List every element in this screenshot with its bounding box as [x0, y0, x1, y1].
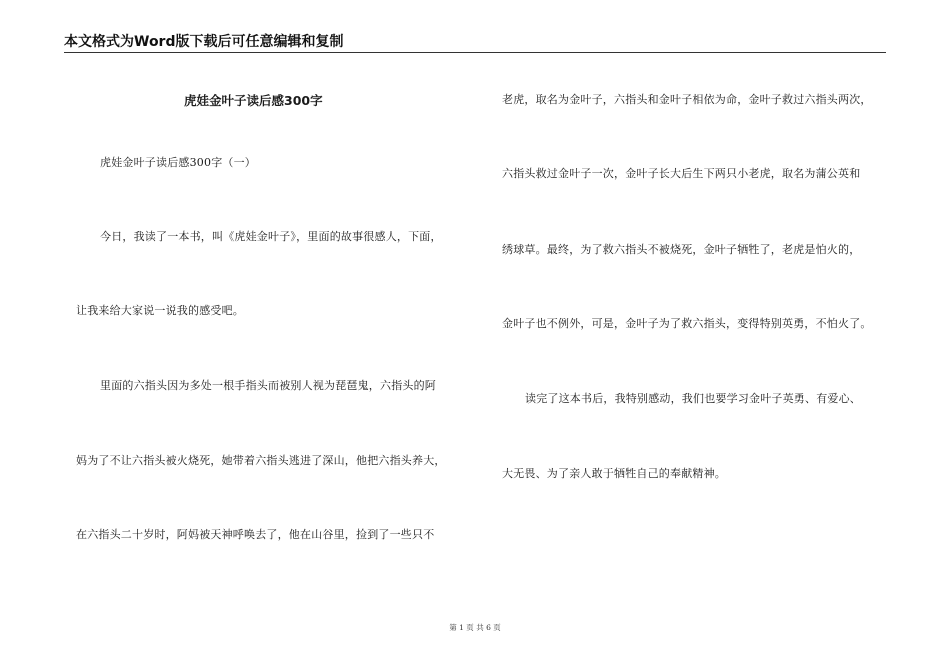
- text-line: 绣球草。最终，为了救六指头不被烧死，金叶子牺牲了，老虎是怕火的，: [502, 243, 861, 256]
- text-line: 读完了这本书后，我特别感动，我们也要学习金叶子英勇、有爱心、: [525, 392, 861, 405]
- document-title: 虎娃金叶子读后感300字: [184, 93, 323, 108]
- text-line: 妈为了不让六指头被火烧死，她带着六指头逃进了深山，他把六指头养大，: [76, 454, 446, 467]
- text-line: 今日，我读了一本书，叫《虎娃金叶子》，里面的故事很感人，下面，: [100, 230, 442, 243]
- text-line: 金叶子也不例外，可是，金叶子为了救六指头，变得特别英勇，不怕火了。: [502, 317, 872, 330]
- text-line: 大无畏、为了亲人敢于牺牲自己的奉献精神。: [502, 467, 726, 480]
- text-line: 在六指头二十岁时，阿妈被天神呼唤去了，他在山谷里，捡到了一些只不: [76, 528, 435, 541]
- text-line: 六指头救过金叶子一次，金叶子长大后生下两只小老虎，取名为蒲公英和: [502, 167, 861, 180]
- page-number: 第 1 页 共 6 页: [449, 623, 501, 632]
- header-title: 本文格式为Word版下载后可任意编辑和复制: [64, 34, 344, 50]
- page-header: [64, 34, 886, 53]
- text-line: 老虎，取名为金叶子，六指头和金叶子相依为命，金叶子救过六指头两次，: [502, 93, 872, 106]
- text-line: 里面的六指头因为多处一根手指头而被别人视为琵琶鬼，六指头的阿: [100, 379, 436, 392]
- text-line: 虎娃金叶子读后感300字（一）: [100, 156, 256, 169]
- text-line: 让我来给大家说一说我的感受吧。: [76, 304, 244, 317]
